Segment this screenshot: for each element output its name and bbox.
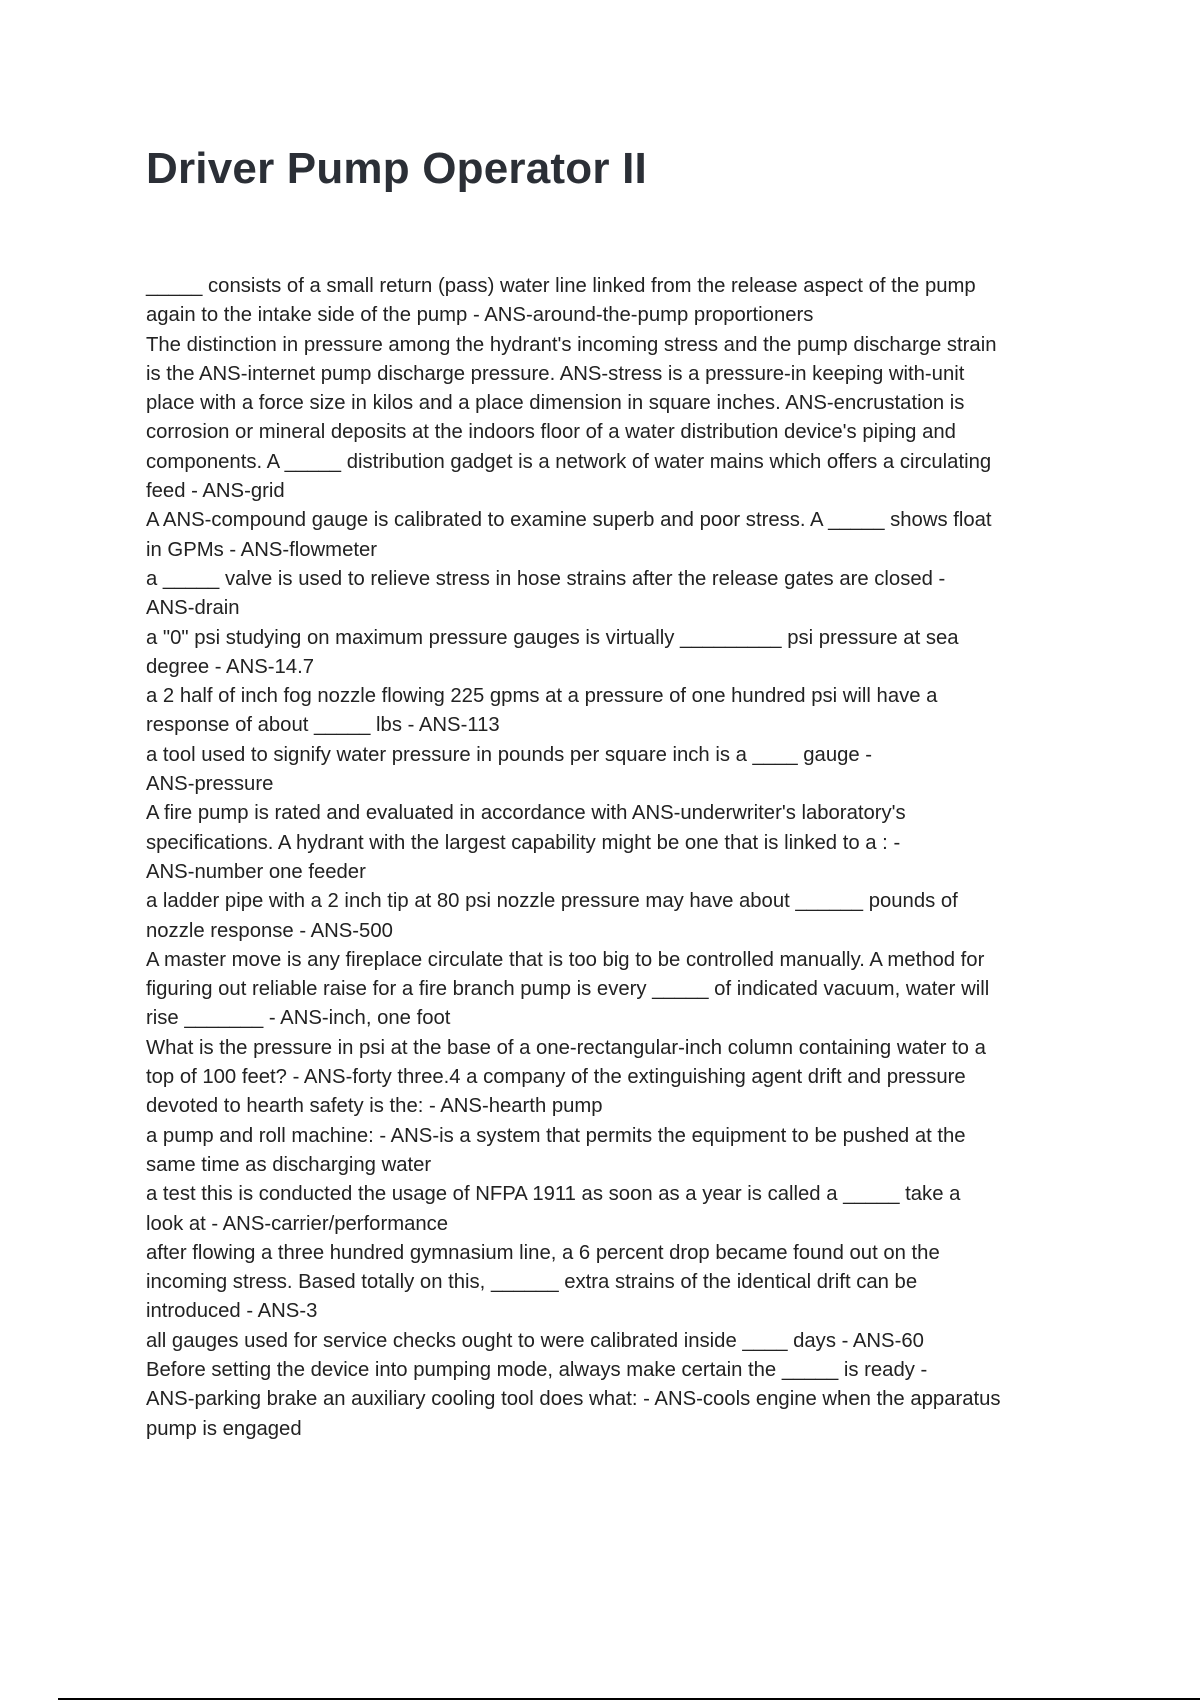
text-line: corrosion or mineral deposits at the indoors floor of a water distribution device's piping and [146, 421, 956, 444]
text-line: a ladder pipe with a 2 inch tip at 80 psi nozzle pressure may have about ______ pounds of [146, 890, 958, 913]
text-line: all gauges used for service checks ought to were calibrated inside ____ days - ANS-60 [146, 1329, 924, 1352]
text-line: introduced - ANS-3 [146, 1300, 318, 1323]
text-line: look at - ANS-carrier/performance [146, 1212, 449, 1235]
text-line: _____ consists of a small return (pass) water line linked from the release aspect of the pump [146, 275, 976, 297]
text-line: after flowing a three hundred gymnasium line, a 6 percent drop became found out on the [146, 1241, 940, 1264]
text-line: a tool used to signify water pressure in pounds per square inch is a ____ gauge - [146, 743, 873, 766]
text-line: response of about _____ lbs - ANS-113 [146, 714, 500, 737]
text-line: nozzle response - ANS-500 [146, 919, 393, 942]
text-line: a test this is conducted the usage of NFPA 1911 as soon as a year is called a _____ take a [146, 1183, 961, 1206]
text-line: A fire pump is rated and evaluated in accordance with ANS-underwriter's laboratory's [146, 802, 906, 825]
text-line: a pump and roll machine: - ANS-is a system that permits the equipment to be pushed at the [146, 1124, 966, 1147]
text-line: a _____ valve is used to relieve stress in hose strains after the release gates are closed - [146, 567, 946, 590]
text-line: ANS-drain [146, 597, 240, 620]
text-line: place with a force size in kilos and a place dimension in square inches. ANS-encrustation is [146, 392, 965, 415]
text-line: rise _______ - ANS-inch, one foot [146, 1007, 451, 1030]
text-line: components. A _____ distribution gadget is a network of water mains which offers a circulating [146, 450, 992, 473]
text-line: A master move is any fireplace circulate that is too big to be controlled manually. A method for [146, 948, 985, 971]
text-line: What is the pressure in psi at the base of a one-rectangular-inch column containing water to a [146, 1036, 986, 1059]
text-line: degree - ANS-14.7 [146, 655, 314, 678]
text-line: top of 100 feet? - ANS-forty three.4 a company of the extinguishing agent drift and pressure [146, 1066, 966, 1089]
text-line: pump is engaged [146, 1417, 302, 1440]
text-line: in GPMs - ANS-flowmeter [146, 538, 378, 561]
text-line: a "0" psi studying on maximum pressure gauges is virtually _________ psi pressure at sea [146, 626, 959, 649]
text-line: A ANS-compound gauge is calibrated to examine superb and poor stress. A _____ shows float [146, 509, 992, 532]
text-line: ANS-pressure [146, 773, 274, 796]
text-line: Before setting the device into pumping mode, always make certain the _____ is ready - [146, 1358, 928, 1381]
text-line: specifications. A hydrant with the largest capability might be one that is linked to a : - [146, 831, 901, 854]
text-line: a 2 half of inch fog nozzle flowing 225 gpms at a pressure of one hundred psi will have a [146, 685, 938, 708]
text-line: incoming stress. Based totally on this, ______ extra strains of the identical drift can be [146, 1271, 918, 1294]
text-line: same time as discharging water [146, 1153, 432, 1176]
text-line: ANS-number one feeder [146, 860, 366, 883]
text-line: again to the intake side of the pump - ANS-around-the-pump proportioners [146, 304, 814, 327]
document-body [146, 272, 1086, 1444]
text-line: figuring out reliable raise for a fire branch pump is every _____ of indicated vacuum, water will [146, 978, 990, 1001]
text-line: feed - ANS-grid [146, 480, 285, 503]
page-title: Driver Pump Operator II [146, 144, 647, 193]
text-line: The distinction in pressure among the hydrant's incoming stress and the pump discharge strain [146, 333, 997, 356]
text-line: is the ANS-internet pump discharge pressure. ANS-stress is a pressure-in keeping with-unit [146, 362, 965, 385]
text-line: devoted to hearth safety is the: - ANS-hearth pump [146, 1095, 603, 1118]
text-line: ANS-parking brake an auxiliary cooling tool does what: - ANS-cools engine when the apparatus [146, 1388, 1001, 1411]
